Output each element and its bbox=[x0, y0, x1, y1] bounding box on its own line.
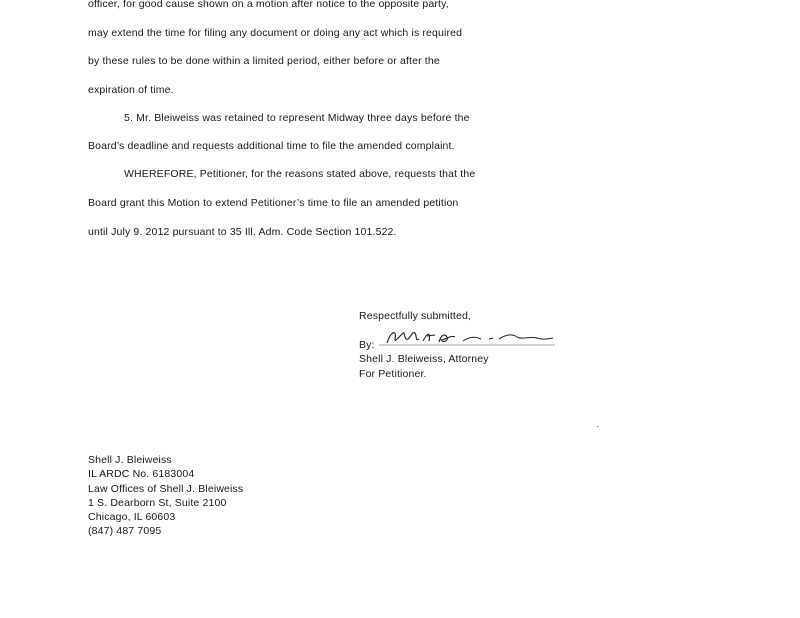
body-line: until July 9. 2012 pursuant to 35 Ill. Adm. Code Section 101.522. bbox=[88, 226, 397, 238]
body-line: expiration of time. bbox=[88, 84, 174, 96]
body-line: WHEREFORE, Petitioner, for the reasons stated above, requests that the bbox=[124, 168, 476, 180]
address-line: (847) 487 7095 bbox=[88, 525, 162, 538]
body-line: Board grant this Motion to extend Petitioner’s time to file an amended petition bbox=[88, 197, 459, 209]
address-line: IL ARDC No. 6183004 bbox=[88, 468, 195, 481]
attorney-address-block bbox=[88, 453, 308, 539]
by-label: By: bbox=[359, 339, 375, 351]
address-line: 1 S. Dearborn St, Suite 2100 bbox=[88, 496, 227, 509]
address-line: Law Offices of Shell J. Bleiweiss bbox=[88, 482, 244, 495]
handwritten-signature bbox=[377, 327, 557, 349]
address-line: Shell J. Bleiweiss bbox=[88, 454, 172, 466]
address-line: Chicago, IL 60603 bbox=[88, 511, 176, 524]
body-line: by these rules to be done within a limited period, either before or after the bbox=[88, 55, 440, 67]
signature-block bbox=[359, 310, 569, 382]
scan-speck bbox=[597, 426, 598, 427]
body-line: Board’s deadline and requests additional time to file the amended complaint. bbox=[88, 140, 455, 152]
attorney-name: Shell J. Bleiweiss, Attorney bbox=[359, 353, 489, 365]
body-line: may extend the time for filing any document or doing any act which is required bbox=[88, 27, 463, 39]
body-line: 5. Mr. Bleiweiss was retained to represent Midway three days before the bbox=[124, 112, 470, 124]
closing-text: Respectfully submitted, bbox=[359, 310, 471, 322]
for-petitioner: For Petitioner. bbox=[359, 368, 427, 380]
body-line: officer, for good cause shown on a motion after notice to the opposite party, bbox=[88, 0, 449, 10]
